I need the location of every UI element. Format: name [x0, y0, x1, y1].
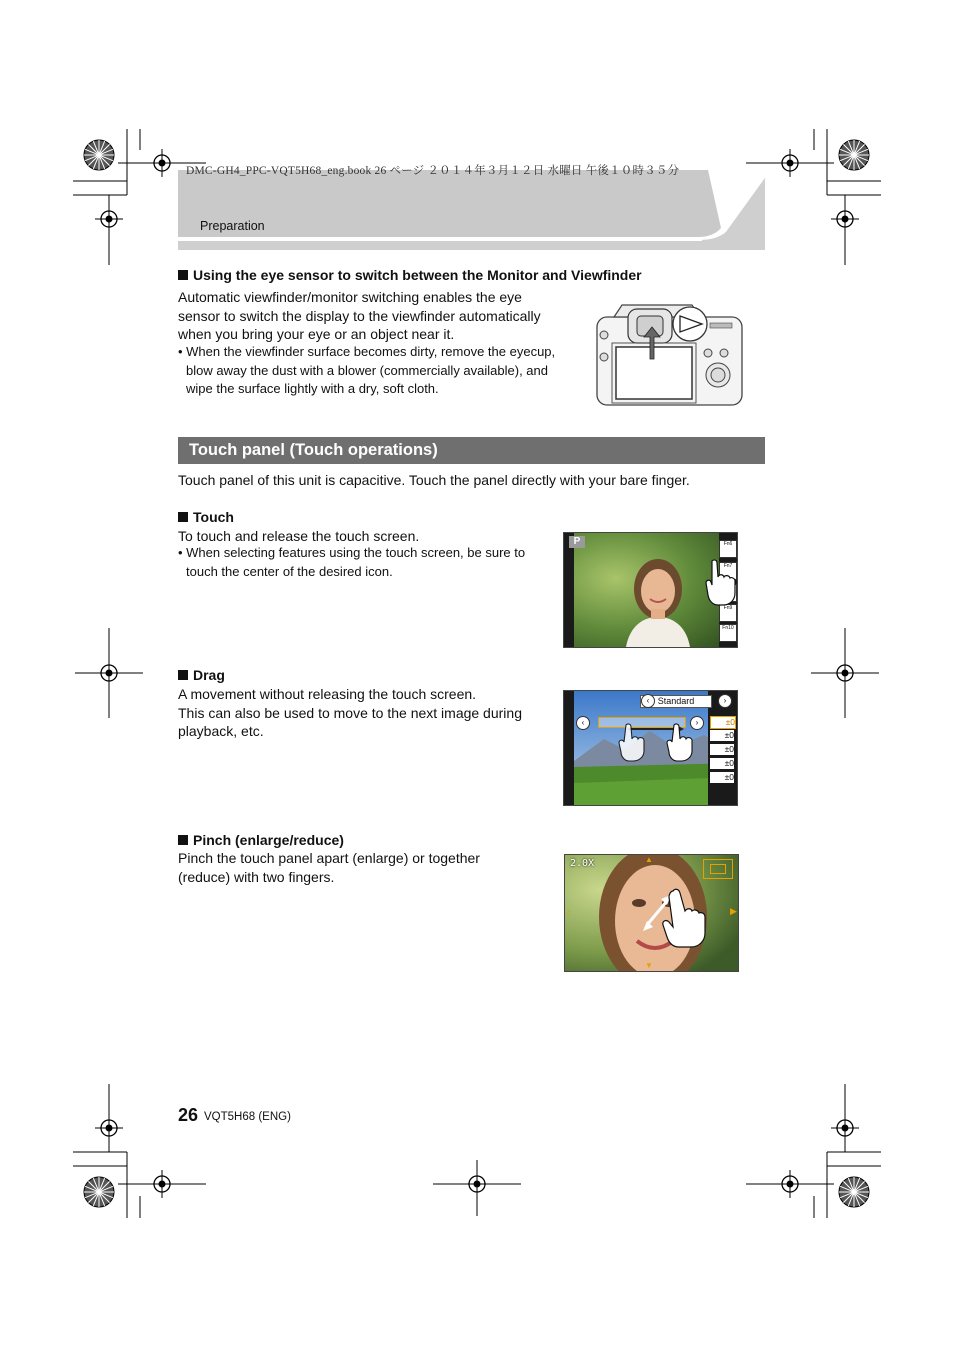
zoom-position-frame — [703, 859, 733, 879]
scroll-right-arrow-icon[interactable]: ▶ — [730, 906, 737, 916]
eye-sensor-bullet-line: wipe the surface lightly with a dry, soft cloth. — [186, 381, 439, 396]
pinching-hand-icon — [641, 885, 713, 949]
touch-panel-banner-title: Touch panel (Touch operations) — [189, 441, 438, 459]
contrast-value[interactable]: ±0 — [710, 716, 736, 729]
pinch-body-line: Pinch the touch panel apart (enlarge) or together — [178, 850, 480, 866]
scroll-up-arrow-icon[interactable]: ▲ — [645, 855, 653, 864]
camera-eye-sensor-illustration — [592, 297, 748, 409]
tapping-hand-icon — [704, 557, 738, 607]
square-bullet-icon — [178, 670, 188, 680]
square-bullet-icon — [178, 835, 188, 845]
eye-sensor-body-line: sensor to switch the display to the viewfinder automatically — [178, 307, 541, 324]
dragging-hands-icon — [618, 715, 708, 765]
touch-heading — [178, 509, 234, 525]
slider-next-arrow-icon[interactable]: › — [690, 716, 704, 730]
mode-badge: P — [569, 536, 585, 548]
touch-panel-banner — [178, 437, 765, 464]
scroll-down-arrow-icon[interactable]: ▼ — [645, 961, 653, 970]
eye-sensor-bullet-line: • When the viewfinder surface becomes dirty, remove the eyecup, — [178, 344, 556, 359]
function-tab-label: Fn6 — [723, 541, 733, 547]
style-next-arrow-icon[interactable]: › — [718, 694, 732, 708]
style-prev-arrow-icon[interactable]: ‹ — [641, 694, 655, 708]
model-code: VQT5H68 (ENG) — [204, 1111, 291, 1123]
photo-style-label: Standard — [640, 695, 712, 708]
square-bullet-icon — [178, 512, 188, 522]
eye-sensor-bullet-line: blow away the dust with a blower (commercially available), and — [186, 362, 548, 378]
touch-bullet — [178, 544, 525, 581]
touch-bullet-line: touch the center of the desired icon. — [186, 563, 393, 579]
square-bullet-icon — [178, 270, 188, 280]
eye-sensor-heading-text: Using the eye sensor to switch between the Monitor and Viewfinder — [193, 267, 642, 283]
drag-body-line: playback, etc. — [178, 723, 264, 739]
touch-bullet-line: • When selecting features using the touch screen, be sure to — [178, 545, 526, 560]
drag-heading-text: Drag — [193, 667, 225, 683]
drag-body-line: This can also be used to move to the next image during — [178, 704, 522, 721]
sharpness-value[interactable]: ±0 — [710, 730, 734, 741]
touch-heading-text: Touch — [193, 509, 234, 525]
noise-reduction-value[interactable]: ±0 — [710, 744, 734, 755]
zoom-level-label: 2.0X — [570, 858, 595, 869]
drag-body — [178, 685, 522, 741]
slider-prev-arrow-icon[interactable]: ‹ — [576, 716, 590, 730]
pinch-heading-text: Pinch (enlarge/reduce) — [193, 832, 344, 848]
eye-sensor-body — [178, 288, 541, 344]
saturation-value[interactable]: ±0 — [710, 758, 734, 769]
scroll-left-arrow-icon[interactable]: ‹ — [567, 907, 571, 918]
eye-sensor-heading — [178, 267, 642, 283]
function-tab-fn10[interactable] — [719, 624, 737, 642]
eye-sensor-body-line: when you bring your eye or an object near it. — [178, 326, 455, 342]
pinch-body — [178, 849, 480, 886]
drag-screen-figure — [563, 690, 738, 806]
eye-sensor-bullet — [178, 343, 555, 399]
drag-heading — [178, 667, 225, 683]
touch-screen-figure — [563, 532, 738, 648]
function-tab-fn6[interactable] — [719, 540, 737, 558]
pinch-screen-figure — [564, 854, 739, 972]
function-tab-label: Fn10 — [722, 625, 734, 631]
pinch-heading — [178, 832, 344, 848]
drag-body-line: A movement without releasing the touch screen. — [178, 686, 477, 702]
function-tab-label: Fn7 — [723, 563, 733, 569]
eye-sensor-body-line: Automatic viewfinder/monitor switching enables the eye — [178, 289, 522, 305]
touch-body: To touch and release the touch screen. — [178, 528, 420, 544]
page-number: 26 — [178, 1105, 199, 1125]
print-header: DMC-GH4_PPC-VQT5H68_eng.book 26 ページ ２０１４年３月１２日 水曜日 午後１０時３５分 — [186, 165, 680, 177]
pinch-body-line: (reduce) with two fingers. — [178, 868, 335, 885]
zoom-position-inner-frame — [710, 864, 726, 874]
section-label: Preparation — [200, 219, 265, 233]
hue-value[interactable]: ±0 — [710, 772, 734, 783]
function-tab-label: Fn9 — [723, 605, 733, 611]
touch-panel-intro: Touch panel of this unit is capacitive. Touch the panel directly with your bare finger. — [178, 472, 690, 488]
section-header-band — [178, 170, 765, 250]
